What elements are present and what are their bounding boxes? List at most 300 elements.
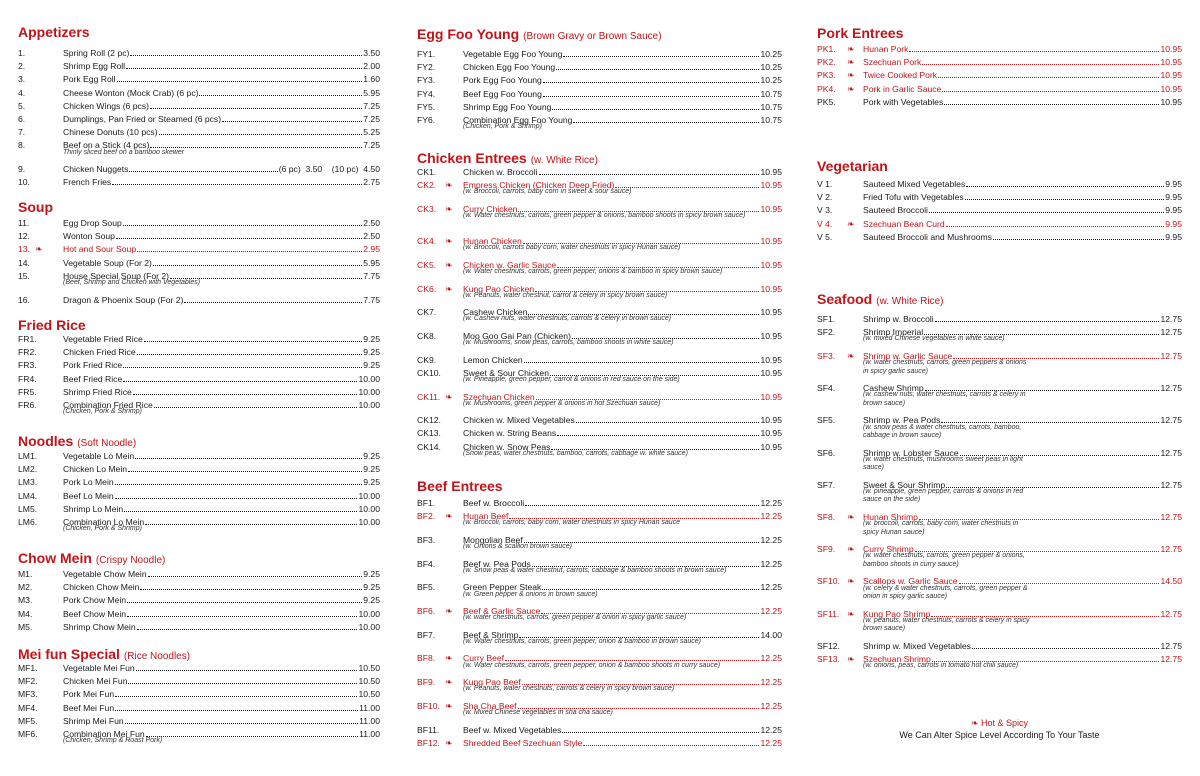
item-name: Szechuan Chicken <box>463 391 535 402</box>
item-price: 7.75 <box>363 270 380 281</box>
item-code: SF8. <box>817 511 836 522</box>
item-name: Combination Egg Foo Young <box>463 115 573 125</box>
item-code: 9. <box>18 164 26 175</box>
item-description: (Chicken, Shrimp & Roast Pork) <box>63 737 163 745</box>
dot-leader <box>572 330 760 339</box>
item-name: Combination Lo Mein <box>63 517 145 527</box>
item-code: BF3. <box>417 534 436 545</box>
dot-leader <box>522 676 760 685</box>
dot-leader <box>938 69 1159 78</box>
menu-item <box>18 608 380 621</box>
item-price: 10.95 <box>1160 70 1182 81</box>
item-name: Scallops w. Garlic Sauce <box>863 576 958 587</box>
item-code: SF10. <box>817 576 840 587</box>
dot-leader <box>127 594 362 603</box>
section-title-text: Soup <box>18 199 53 215</box>
menu-item <box>18 176 380 189</box>
item-code: FY4. <box>417 88 436 99</box>
item-code: MF4. <box>18 702 38 713</box>
item-price: 9.95 <box>1165 205 1182 216</box>
menu-item <box>18 688 380 701</box>
item-price: 12.75 <box>1160 350 1182 361</box>
item-name: Kung Pao Chicken <box>463 283 535 294</box>
dot-leader <box>128 463 362 472</box>
item-price: 10.00 <box>358 490 380 501</box>
dot-leader <box>222 113 362 122</box>
item-name: Beef w. Pea Pods <box>463 558 531 569</box>
item-price: 12.75 <box>1160 544 1182 555</box>
dot-leader <box>929 204 1164 213</box>
item-name: Spring Roll (2 pc) <box>63 48 130 58</box>
item-price: 9.25 <box>363 464 380 475</box>
item-price: 10.50 <box>358 663 380 673</box>
item-price: 9.25 <box>363 360 380 371</box>
item-name: Beef Lo Mein <box>63 490 114 501</box>
item-line <box>63 702 380 715</box>
item-description: (w. water chestnuts, carrots, green peppers & onions in spicy garlic sauce) <box>863 359 1027 375</box>
item-name: Chicken Chow Mein <box>63 582 140 593</box>
item-description: (Beef, Shrimp and Chicken with Vegetables) <box>63 279 201 286</box>
section-title-text: Mei fun Special <box>18 646 120 662</box>
item-code: SF2. <box>817 327 836 338</box>
item-code: FY5. <box>417 101 436 112</box>
dot-leader <box>184 294 362 303</box>
item-name: Beef on a Stick (4 pcs) <box>63 140 150 151</box>
item-price: 9.25 <box>363 347 380 358</box>
item-code: MF1. <box>18 663 38 673</box>
menu-item <box>18 359 380 372</box>
menu-item <box>417 101 782 114</box>
item-line <box>63 386 380 399</box>
item-price: 10.95 <box>1160 44 1182 54</box>
item-price: 12.25 <box>760 677 782 688</box>
item-name: Pork Lo Mein <box>63 477 114 488</box>
dot-leader <box>126 60 362 69</box>
item-code: CK12. <box>417 415 441 426</box>
item-price: 9.25 <box>363 582 380 593</box>
item-price: 5.25 <box>363 127 380 138</box>
item-price: 2.00 <box>363 61 380 72</box>
item-name: Vegetable Mei Fun <box>63 663 135 673</box>
item-line <box>63 463 380 476</box>
item-price: 7.25 <box>363 140 380 151</box>
menu-item <box>18 581 380 594</box>
dot-leader <box>972 640 1160 649</box>
section-title-text: Noodles <box>18 433 74 449</box>
item-code: M4. <box>18 608 33 619</box>
menu-item <box>18 621 380 634</box>
menu-item <box>18 294 380 307</box>
item-description: (w. snow peas & water chestnuts, carrots, bamboo, cabbage in brown sauce) <box>863 423 1022 439</box>
menu-item <box>817 191 1182 204</box>
dot-leader <box>129 163 277 172</box>
item-price: 2.75 <box>363 177 380 188</box>
item-price: 10.25 <box>760 49 782 59</box>
pepper-icon: ❧ <box>445 203 453 214</box>
item-price: 12.25 <box>760 534 782 545</box>
item-line <box>63 230 380 243</box>
item-price: 12.25 <box>760 737 782 748</box>
menu-item <box>817 56 1182 69</box>
item-description: (w. Water chestnuts, carrots, green pepper, onions & bamboo in spicy brown sauce) <box>463 268 723 275</box>
dot-leader <box>919 511 1160 520</box>
dot-leader <box>128 675 357 684</box>
menu-footer <box>817 717 1182 741</box>
section-subtitle: (Rice Noodles) <box>123 651 191 662</box>
menu-item <box>417 354 782 367</box>
item-line <box>863 69 1182 82</box>
dot-leader <box>115 702 358 711</box>
item-name: Beef w. Mixed Vegetables <box>463 724 562 735</box>
item-line <box>63 346 380 359</box>
item-price: 12.25 <box>760 511 782 522</box>
item-code: SF6. <box>817 447 836 458</box>
item-code: CK4. <box>417 236 437 247</box>
item-name: Beef w. Broccoli <box>463 498 525 508</box>
item-code: LM6. <box>18 517 38 527</box>
menu-item <box>18 163 380 176</box>
item-price: 11.00 <box>359 702 380 713</box>
item-line <box>463 737 782 750</box>
menu-item <box>18 463 380 476</box>
item-description: (w. broccoli, carrots, baby corn, water chestnuts in spicy Hunan sauce) <box>863 520 1019 536</box>
item-code: V 1. <box>817 179 833 189</box>
item-code: SF5. <box>817 415 836 426</box>
item-code: BF1. <box>417 498 436 508</box>
pepper-icon: ❧ <box>445 653 453 664</box>
dot-leader <box>528 306 759 315</box>
pepper-icon: ❧ <box>445 283 453 294</box>
item-name: Pork Chow Mein <box>63 595 127 606</box>
item-code: BF4. <box>417 558 436 569</box>
item-price: 12.75 <box>1160 447 1182 458</box>
item-code: FR5. <box>18 386 37 397</box>
item-price: 9.25 <box>363 595 380 606</box>
item-name: Moo Goo Gai Pan (Chicken) <box>463 330 571 341</box>
item-code: FY1. <box>417 49 436 59</box>
item-line <box>863 218 1182 231</box>
dot-leader <box>117 73 363 82</box>
item-price: 12.75 <box>1160 479 1182 490</box>
item-name: Beef Mei Fun <box>63 702 115 713</box>
dot-leader <box>123 373 357 382</box>
item-line <box>63 100 380 113</box>
dot-leader <box>946 218 1165 227</box>
item-code: SF4. <box>817 383 836 394</box>
dot-leader <box>942 83 1159 92</box>
item-code: 14. <box>18 257 30 268</box>
item-code: PK2. <box>817 57 836 68</box>
item-name: Dragon & Phoenix Soup (For 2) <box>63 294 184 305</box>
item-name: Chinese Donuts (10 pcs) <box>63 127 158 138</box>
dot-leader <box>953 350 1159 359</box>
item-name: Sweet & Sour Shrimp <box>863 479 946 490</box>
item-name: Twice Cooked Pork <box>863 70 938 81</box>
item-code: V 4. <box>817 218 833 229</box>
item-name: Chicken Egg Foo Young <box>463 62 556 73</box>
item-code: BF7. <box>417 629 436 640</box>
item-name: Curry Chicken <box>463 203 518 214</box>
item-price: 10.95 <box>1160 57 1182 68</box>
item-description: (w. Peanuts, water chestnut, carrot & celery in spicy brown sauce) <box>463 291 668 299</box>
dot-leader <box>563 48 759 57</box>
pepper-icon: ❧ <box>847 44 855 54</box>
menu-item <box>18 126 380 139</box>
item-line <box>63 60 380 73</box>
item-description: (w. cashew nuts, water chestnuts, carrots & celery in brown sauce) <box>863 391 1026 407</box>
item-code: V 5. <box>817 231 833 242</box>
menu-item <box>18 87 380 100</box>
menu-item <box>18 113 380 126</box>
section-subtitle: (w. White Rice) <box>530 155 598 166</box>
dot-leader <box>124 503 357 512</box>
item-description: (w. Broccoli, carrots baby corn, water chestnuts in spicy Hunan sauce) <box>463 244 681 252</box>
item-name: Hunan Chicken <box>463 236 522 247</box>
menu-item <box>18 100 380 113</box>
item-price: 10.95 <box>760 283 782 294</box>
section-subtitle: (Brown Gravy or Brown Sauce) <box>523 31 662 42</box>
item-code: 15. <box>18 270 30 281</box>
menu-item <box>417 88 782 101</box>
item-description: (w. onions, peas, carrots in tomato hot chili sauce) <box>863 662 1019 670</box>
legend-label: Hot & Spicy <box>981 718 1029 728</box>
dot-leader <box>532 558 760 567</box>
item-code: PK1. <box>817 44 836 54</box>
item-line <box>863 178 1182 191</box>
item-code: LM4. <box>18 490 38 501</box>
item-description: (w. Broccoli, carrots, baby corn, water chestnuts in spicy Hunan sauce <box>463 519 681 527</box>
item-name: Szechuan Bean Curd <box>863 218 945 229</box>
dot-leader <box>915 543 1160 552</box>
item-code: M3. <box>18 595 33 606</box>
item-line <box>63 594 380 607</box>
pepper-icon: ❧ <box>847 576 855 587</box>
pepper-icon: ❧ <box>847 83 855 94</box>
item-name: Chicken w. Mixed Vegetables <box>463 415 575 426</box>
pepper-icon: ❧ <box>35 244 43 255</box>
item-name: Chicken w. Broccoli <box>463 167 538 177</box>
section-title-fried-rice <box>18 317 86 333</box>
item-price: 10.95 <box>1160 96 1182 107</box>
item-name: Kung Pao Shrimp <box>863 608 931 619</box>
item-code: PK3. <box>817 70 836 81</box>
item-line <box>63 568 380 581</box>
item-name: Beef Chow Mein <box>63 608 127 619</box>
item-code: BF2. <box>417 511 436 522</box>
dot-leader <box>552 101 759 110</box>
item-code: LM2. <box>18 464 38 475</box>
menu-item <box>817 231 1182 244</box>
item-code: BF5. <box>417 582 436 593</box>
item-price: 12.25 <box>760 700 782 711</box>
menu-item <box>417 724 782 737</box>
item-name: Chicken Wings (6 pcs) <box>63 100 149 111</box>
item-price: 12.25 <box>760 558 782 569</box>
dot-leader <box>960 447 1160 456</box>
item-price: 12.75 <box>1160 653 1182 664</box>
menu-item <box>18 230 380 243</box>
item-name: Mongolian Beef <box>463 534 523 545</box>
menu-item <box>417 497 782 510</box>
menu-item <box>18 47 380 60</box>
menu-item <box>18 346 380 359</box>
item-name: Pork Fried Rice <box>63 360 123 371</box>
section-subtitle: (w. White Rice) <box>876 296 944 307</box>
item-name: Shrimp Lo Mein <box>63 503 124 514</box>
item-description: (Chicken, Pork & Shrimp) <box>463 123 542 131</box>
item-name: Beef Fried Rice <box>63 373 123 384</box>
item-code: 16. <box>18 294 30 305</box>
dot-leader <box>557 259 759 268</box>
item-price: 10.75 <box>760 115 782 125</box>
item-name: Empress Chicken (Chicken Deep Fried) <box>463 180 615 191</box>
item-line <box>63 176 380 189</box>
item-code: 12. <box>18 231 30 242</box>
menu-item <box>18 450 380 463</box>
item-code: SF1. <box>817 314 836 324</box>
item-name: Chicken Nuggets <box>63 164 129 175</box>
item-name: Cashew Shrimp <box>863 383 924 394</box>
item-code: V 2. <box>817 192 833 203</box>
item-name: Vegetable Fried Rice <box>63 334 143 344</box>
item-name: Hunan Shrimp <box>863 511 918 522</box>
item-code: SF13. <box>817 653 840 664</box>
section-title-pork <box>817 25 903 41</box>
item-line <box>863 231 1182 244</box>
item-line <box>463 497 782 510</box>
item-price: 9.95 <box>1165 179 1182 189</box>
item-line <box>63 113 380 126</box>
item-description: (w. Snow peas & water chestnut, carrots, cabbage & bamboo shoots in brown sauce) <box>463 566 727 574</box>
menu-item <box>817 640 1182 653</box>
item-name: Chicken w. Garlic Sauce <box>463 259 557 270</box>
item-price: 12.75 <box>1160 415 1182 426</box>
section-title-chow-mein <box>18 550 165 569</box>
item-code: BF10. <box>417 700 440 711</box>
item-code: FY2. <box>417 62 436 73</box>
item-code: 10. <box>18 177 30 188</box>
item-description: (w. mixed Chinese vegetables in white sauce) <box>863 335 1005 343</box>
item-line <box>463 354 782 367</box>
dot-leader <box>153 257 362 266</box>
item-name: Vegetable Chow Mein <box>63 569 147 579</box>
item-line <box>63 503 380 516</box>
item-code: FY6. <box>417 115 436 125</box>
pepper-icon: ❧ <box>445 511 453 522</box>
item-price: 2.50 <box>363 218 380 228</box>
dot-leader <box>116 230 362 239</box>
item-code: PK4. <box>817 83 836 94</box>
item-code: CK7. <box>417 307 437 318</box>
item-name: Shrimp w. Mixed Vegetables <box>863 640 971 651</box>
section-subtitle: (Crispy Noodle) <box>95 555 166 566</box>
item-price: 12.25 <box>760 498 782 508</box>
item-code: 4. <box>18 87 26 98</box>
item-price: 9.95 <box>1165 192 1182 203</box>
dot-leader <box>941 414 1159 423</box>
dot-leader <box>932 653 1160 662</box>
item-line <box>863 96 1182 109</box>
item-code: CK2. <box>417 180 437 191</box>
item-code: FR4. <box>18 373 37 384</box>
dot-leader <box>127 608 357 617</box>
menu-item <box>817 43 1182 56</box>
item-code: FR1. <box>18 334 37 344</box>
dot-leader <box>123 217 363 226</box>
item-line <box>463 101 782 114</box>
dot-leader <box>130 47 362 56</box>
item-price: 2.95 <box>363 244 380 255</box>
menu-item <box>817 178 1182 191</box>
pepper-icon: ❧ <box>445 700 453 711</box>
pepper-icon: ❧ <box>847 653 855 664</box>
item-name: Hunan Pork <box>863 44 909 54</box>
pepper-icon: ❧ <box>445 259 453 270</box>
pepper-icon: ❧ <box>847 57 855 68</box>
menu-item <box>18 662 380 675</box>
item-price: 10.75 <box>760 101 782 112</box>
item-name: Shrimp Fried Rice <box>63 386 132 397</box>
item-description: (Chicken, Pork & Shrimp) <box>63 408 142 416</box>
item-line <box>463 166 782 179</box>
item-line <box>63 715 380 728</box>
item-price: 10.00 <box>358 503 380 514</box>
item-code: LM3. <box>18 477 38 488</box>
dot-leader <box>150 139 362 148</box>
section-title-appetizers <box>18 24 90 40</box>
dot-leader <box>112 176 362 185</box>
item-line <box>63 333 380 346</box>
item-code: SF9. <box>817 544 836 555</box>
item-price: 12.75 <box>1160 640 1182 651</box>
item-name: Wonton Soup <box>63 231 115 242</box>
item-price: 10.50 <box>358 676 380 687</box>
item-price: 10.95 <box>760 180 782 191</box>
dot-leader <box>925 382 1160 391</box>
dot-leader <box>557 427 759 436</box>
item-line <box>63 243 380 256</box>
item-code: CK13. <box>417 428 441 439</box>
section-title-beef <box>417 478 503 494</box>
section-title-text: Fried Rice <box>18 317 86 333</box>
section-title-text: Chow Mein <box>18 550 92 566</box>
dot-leader <box>146 728 358 737</box>
item-description: (w. peanuts, water chestnuts, carrots & celery in spicy brown sauce) <box>863 616 1030 633</box>
spice-tagline: We Can Alter Spice Level According To Your Taste <box>899 730 1100 740</box>
dot-leader <box>518 700 760 709</box>
item-price: 10.00 <box>358 386 380 397</box>
menu-item <box>18 594 380 607</box>
item-price: 12.75 <box>1160 608 1182 619</box>
item-name: Chicken Fried Rice <box>63 347 136 358</box>
dot-leader <box>931 608 1159 617</box>
item-price: 10.95 <box>760 330 782 341</box>
item-name: House Special Soup (For 2) <box>63 270 170 281</box>
dot-leader <box>573 114 759 123</box>
menu-item <box>18 373 380 386</box>
dot-leader <box>562 724 759 733</box>
dot-leader <box>509 510 759 519</box>
item-price: 14.00 <box>760 629 782 640</box>
item-code: 6. <box>18 114 26 124</box>
item-name: Chicken Lo Mein <box>63 464 128 475</box>
dot-leader <box>140 581 362 590</box>
item-name: Pork Egg Foo Young <box>463 75 542 86</box>
item-name: Fried Tofu with Vegetables <box>863 192 964 203</box>
item-code: BF12. <box>417 737 440 748</box>
item-price: 10.95 <box>760 236 782 247</box>
item-price: 7.75 <box>363 294 380 305</box>
